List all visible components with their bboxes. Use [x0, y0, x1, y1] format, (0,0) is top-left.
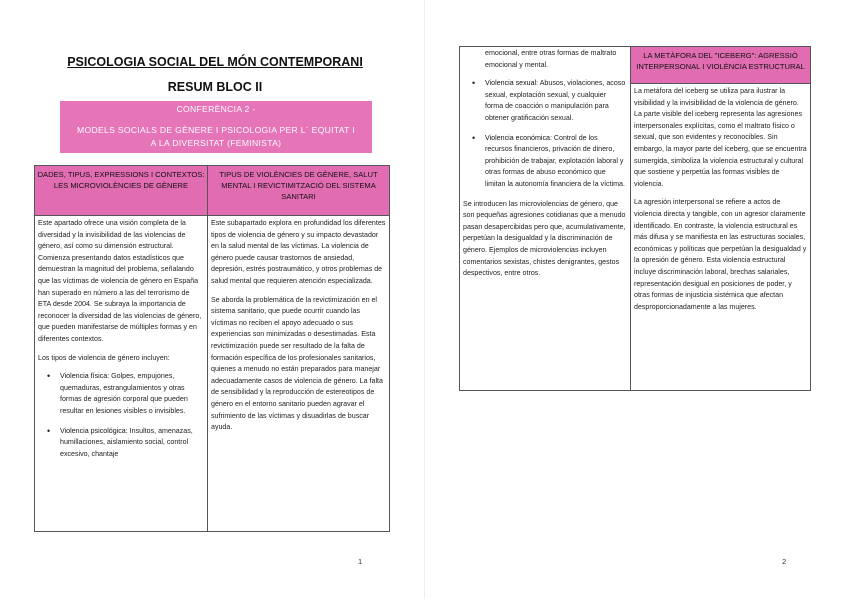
page1-col1-header-text: DADES, TIPUS, EXPRESSIONS I CONTEXTOS: LES MICROVIOLÈNCIES DE GÈNERE [37, 170, 205, 190]
term: Violencia psicológica [60, 426, 126, 435]
conference-banner [60, 101, 372, 153]
page2-table-divider [630, 46, 631, 391]
col2-paragraph-1: Este subapartado explora en profundidad los diferentes tipos de violencia de género y su impacto devastador en la salud mental de las víctimas. La violencia de género puede causar trastornos de ansiedad, depresión, estrés postraumático, y otros problemas de salud mental que requieren atención especializada. [211, 219, 386, 285]
description: : Golpes, empujones, quemaduras, estrangulamientos y otras formas de agresión corporal que pueden resultar en lesiones visibles o invisibles. [60, 372, 188, 415]
term: Violencia sexual [485, 79, 537, 88]
page1-col1-header [35, 166, 207, 216]
page2-col2-header [631, 47, 810, 84]
violence-types-list [38, 371, 204, 460]
iceberg-paragraph-2: La agresión interpersonal se refiere a actos de violencia directa y tangible, con un agresor claramente identificado. En contraste, la violencia estructural es más difusa y se manifiesta en las estructuras sociales, económicas y políticas que perpetúan la desigualdad y la opresión de género. Esta violencia estructural incluye discriminación laboral, brechas salariales, representación desigual en posiciones de poder, y otras formas de injusticia sistémica que afectan desproporcionadamente a las mujeres. [634, 198, 807, 311]
types-intro: Los tipos de violencia de género incluyen: [38, 353, 170, 362]
document-subtitle: RESUM BLOC II [167, 80, 263, 94]
term: Violencia física [60, 372, 108, 381]
col2-paragraph-2: Se aborda la problemática de la revictimización en el sistema sanitario, que puede ocurrir cuando las víctimas no reciben el apoyo adecuado o sus experiencias son minimizadas o desestimadas. Esta revictimización puede ser resultado de la falta de formación específica de los profesionales sanitarios, quienes a menudo no están preparados para manejar adecuadamente casos de violencia de género. La falta de sensibilidad y la reproducción de estereotipos de género en el entorno sanitario pueden agravar el sufrimiento de las víctimas y disuadirlas de buscar ayuda. [211, 295, 383, 432]
iceberg-paragraph-1: La metáfora del iceberg se utiliza para ilustrar la visibilidad y la invisibilidad de la violencia de género. La parte visible del iceberg representa las agresiones interpersonales explícitas, como el maltrato físico o sexual, que son evidentes y reconocibles. Sin embargo, la mayor parte del iceberg, que se encuentra sumergida, simboliza la violencia estructural y cultural que sostiene y perpetúa las formas visibles de violencia. [634, 87, 807, 188]
violence-types-list-continued [463, 78, 626, 190]
page2-col1-body [463, 48, 626, 287]
microviolences-paragraph: Se introducen las microviolencias de género, que son pequeñas agresiones cotidianas que a menudo pasan desapercibidas pero que, acumulativamente, perpetúan la desigualdad y la discriminación de género. Ejemplos de microviolencias incluyen comentarios sexistas, chistes denigrantes, gestos despectivos, entre otros. [463, 199, 626, 278]
description: : Abusos, violaciones, acoso sexual, explotación sexual, y cualquier forma de coacción o manipulación para obtener gratificación sexual. [485, 79, 626, 122]
description: : Insultos, amenazas, humillaciones, aislamiento social, control excesivo, chantaje [60, 426, 193, 458]
continuation-text: emocional, entre otras formas de maltrato emocional y mental. [485, 49, 617, 69]
document-title: PSICOLOGIA SOCIAL DEL MÓN CONTEMPORANI [67, 55, 363, 69]
page-number-1: 1 [358, 557, 363, 566]
term: Violencia económica [485, 133, 550, 142]
col1-intro: Este apartado ofrece una visión completa de la diversidad y la invisibilidad de las violencias de género, así como su dimensión estructural. Comienza presentando datos estadísticos que demuestran la magnitud del problema, señalando que las víctimas de violencia de género en España han superado en número a las del terrorismo de ETA desde 2004. Se subraya la importancia de reconocer la diversidad de las violencias de género, que pueden manifestarse de múltiples formas y en diferentes contextos. [38, 219, 202, 343]
page1-col2-header [208, 166, 389, 216]
page2-col2-header-text: LA METÀFORA DEL "ICEBERG": AGRESSIÓ INTERPERSONAL I VIOLÈNCIA ESTRUCTURAL [636, 51, 805, 71]
list-item [485, 78, 626, 124]
page1-col2-body [211, 218, 386, 441]
list-item [485, 133, 626, 191]
banner-line-3: A LA DIVERSITAT (FEMINISTA) [150, 138, 282, 148]
list-item [60, 426, 204, 461]
description: : Control de los recursos financieros, privación de dinero, prohibición de trabajar, explotación laboral y otras formas de abuso económico que limitan la autonomía financiera de la víctima. [485, 133, 625, 188]
page2-col2-body [634, 86, 807, 320]
page-separator [424, 0, 425, 599]
list-item [60, 371, 204, 417]
page1-table-divider [207, 165, 208, 532]
page1-col1-body [38, 218, 204, 468]
banner-line-1: CONFERÈNCIA 2 - [176, 104, 256, 114]
page1-col2-header-text: TIPUS DE VIOLÈNCIES DE GÈNERE, SALUT MENTAL I REVICTIMITZACIÓ DEL SISTEMA SANITARI [219, 170, 378, 201]
page-number-2: 2 [782, 557, 787, 566]
banner-line-2: MODELS SOCIALS DE GÈNERE I PSICOLOGIA PER L´ EQUITAT I [77, 125, 355, 135]
